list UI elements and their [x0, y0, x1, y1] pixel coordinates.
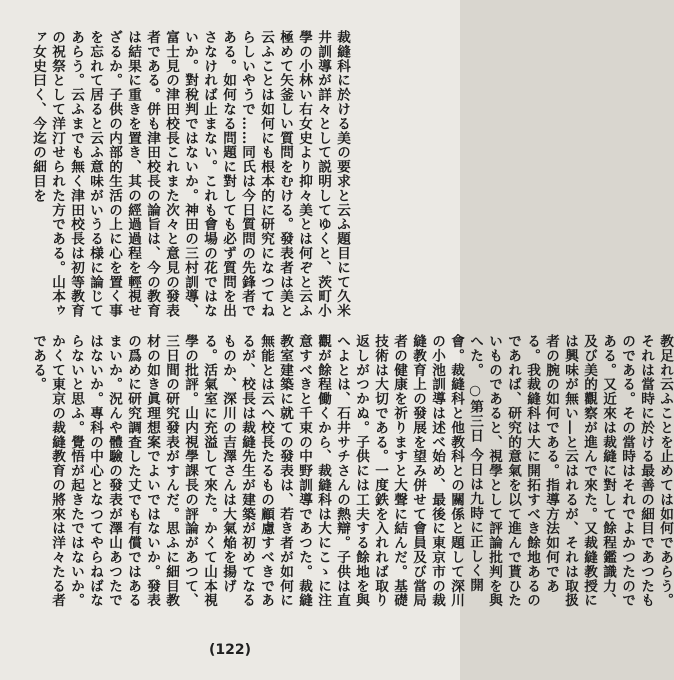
- lower-vertical-text: 教足れ云ふことを止めては如何であらう。それは當時に於ける最善の細目であつたものである。その當時はそれでよかつたのである。又近來は裁縫に對して餘程鑑識力、及び美的觀察が進んで來た。又裁縫教授には興味が無い―と云はれるが、それは取扱者の腕の如何である。指導方法如何である。我裁縫科は大に開拓すべき餘地あるのであれば、研究的意氣を以て進んで貰ひたいものであると、視學として評論批判を與へた。 ○第三日 今日は九時に正しく開會。裁縫科と他教科との關係と題して深川の小池訓導は述べ始め、最後に東京市の裁縫教育上の發展を望み併せて會員及び當局者の健康を祈りますと大聲に結んだ。基礎技術は大切である。一度鉄を入れれば取り返しがつかぬ。子供には工夫する餘地を與へよとは、石井サチさんの熱辯。子供は直觀が餘程働くから、裁縫科は大にこゝに注意すべきと千束の中野訓導であつた。裁縫教室建築に就ての發表は、若き者が如何に無能とは云へ校長たるもの顧慮すべきであるが、校長は裁縫先生が建築が初めてなるものか、深川の吉澤さんは大氣焔を揚げる。活氣室に充溢して來た。かくて山本視學の批評。山内視學課長の評論があつて、三日間の研究發表がすんだ。思ふに細目教材の如き眞理想案でよいではないか。發表の爲めに研究調査した丈でも有償ではあるまいか。況んや體驗の發表が澤山あつたではないか。專科の中心となつてやらねばならないと思ふ。覺悟が起きたではないか。かくて東京の裁縫教育の將來は洋々たる者である。: [30, 334, 673, 608]
- upper-vertical-text: 裁縫科に於ける美の要求と云ふ題目にて久米井訓導が詳々として説明してゆくと、茨町小學の小林い右女史より抑々美とは何ぞと云ふ極めて矢釜しい質問をむける。發表者は美と云ふことは如何にも根本的に研究になつてねらしいやうで……同氏は今日質問の先鋒者である。如何なる問題に對しても必ず質問を出さなければ止まない。これも會場の花ではないか。對稅判ではないか。神田の三村訓導、富士見の津田校長これまた次々と意見の發表者である。併も津田校長の論旨は、今の教育は結果に重きを置き、其の經過過程を輕視せざるか。子供の内部的生活の上に心を置く事を忘れて居ると云ふ意味がいうる様に論じてあらう。云ふまでも無く津田校長は初等教育の祝祭として洋汀せられた方である。山本ゥァ女史曰く、今迄の細目を: [30, 30, 350, 318]
- page-number: (122): [208, 642, 252, 658]
- lower-text-block: [28, 334, 673, 614]
- upper-text-block: [28, 30, 432, 326]
